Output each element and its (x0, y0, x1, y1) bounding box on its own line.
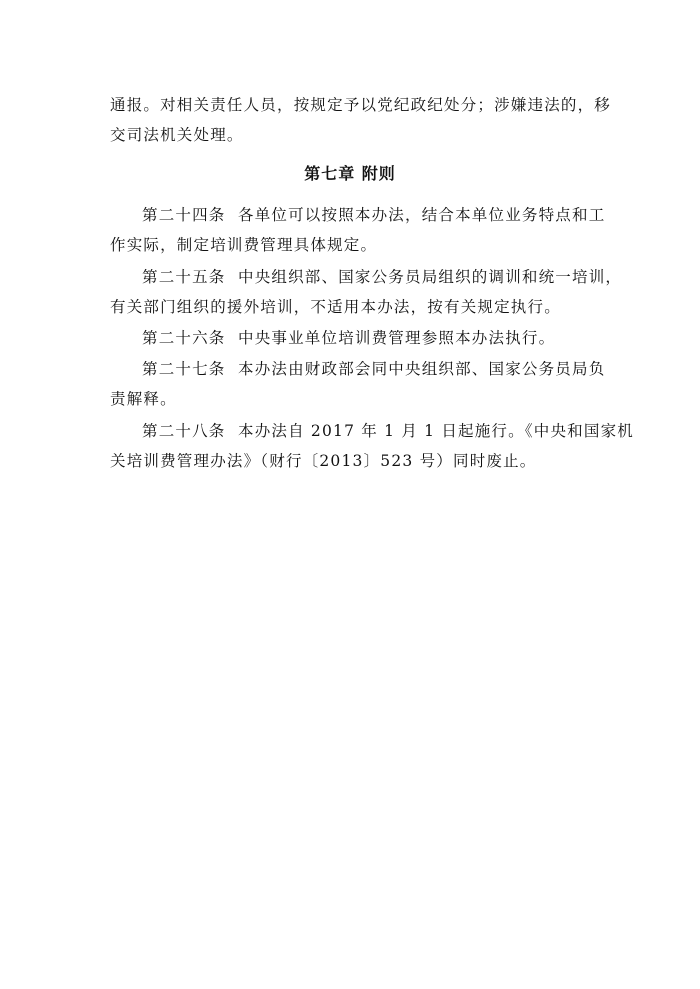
article-number: 第二十六条 (142, 329, 226, 347)
chapter-title: 第七章 附则 (304, 164, 396, 183)
article-text: 各单位可以按照本办法，结合本单位业务特点和工 (238, 206, 606, 224)
article-28-continuation: 关培训费管理办法》（财行〔2013〕523 号）同时废止。 (110, 452, 537, 470)
article-28 (142, 421, 634, 441)
article-text: 中央事业单位培训费管理参照本办法执行。 (238, 329, 556, 347)
article-27 (142, 359, 605, 379)
article-number: 第二十八条 (142, 422, 226, 440)
intro-line-1: 通报。对相关责任人员，按规定予以党纪政纪处分；涉嫌违法的，移 (110, 96, 612, 114)
article-26 (142, 328, 555, 348)
article-24 (142, 205, 605, 225)
article-text: 本办法自 2017 年 1 月 1 日起施行。《中央和国家机 (238, 422, 634, 440)
article-25-continuation: 有关部门组织的援外培训，不适用本办法，按有关规定执行。 (110, 298, 561, 316)
article-text: 中央组织部、国家公务员局组织的调训和统一培训， (238, 268, 623, 286)
article-text: 本办法由财政部会同中央组织部、国家公务员局负 (238, 360, 606, 378)
article-24-continuation: 作实际，制定培训费管理具体规定。 (110, 236, 378, 254)
intro-line-2: 交司法机关处理。 (110, 126, 244, 144)
article-25 (142, 267, 622, 287)
article-number: 第二十四条 (142, 206, 226, 224)
article-27-continuation: 责解释。 (110, 390, 177, 408)
article-number: 第二十七条 (142, 360, 226, 378)
article-number: 第二十五条 (142, 268, 226, 286)
